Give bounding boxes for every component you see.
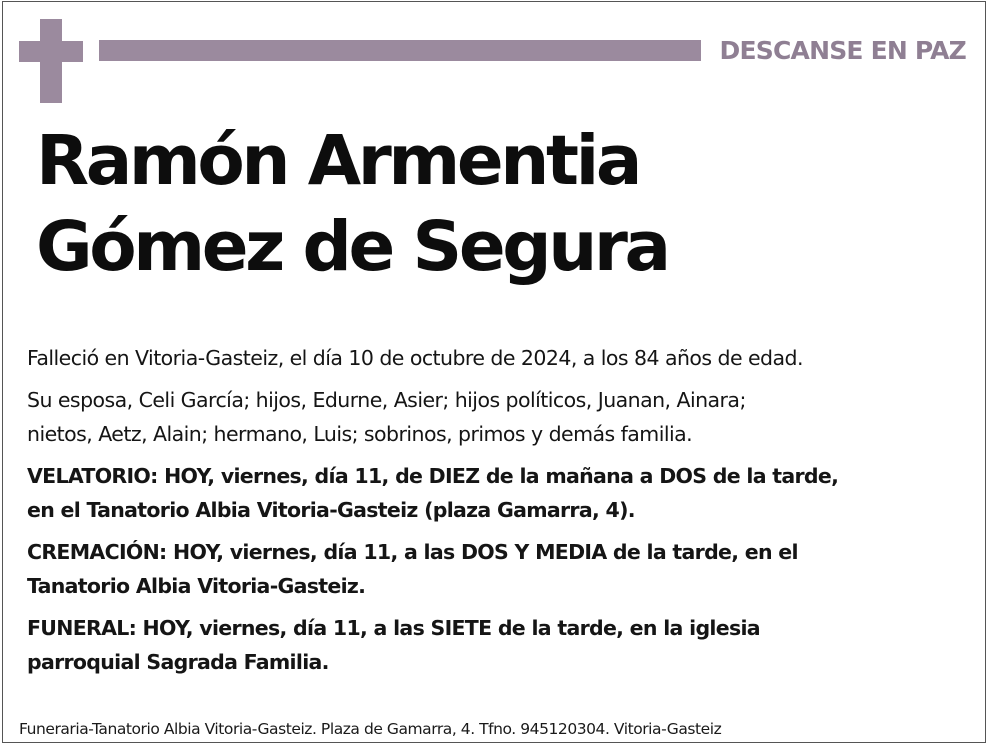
funeral-text-line-1: FUNERAL: HOY, viernes, día 11, a las SIETE de la tarde, en la iglesia (27, 616, 760, 640)
header-divider (99, 40, 701, 61)
cross-horizontal-bar (19, 41, 83, 62)
funeral-paragraph (27, 611, 967, 679)
velatorio-paragraph (27, 459, 967, 527)
funeral-text-line-2: parroquial Sagrada Familia. (27, 650, 329, 674)
velatorio-text-line-1: VELATORIO: HOY, viernes, día 11, de DIEZ de la mañana a DOS de la tarde, (27, 464, 839, 488)
cross-icon (19, 19, 83, 103)
deceased-name-line-1: Ramón Armentia (36, 121, 639, 201)
cremacion-text-line-1: CREMACIÓN: HOY, viernes, día 11, a las DOS Y MEDIA de la tarde, en el (27, 540, 798, 564)
notice-body (27, 341, 967, 687)
obituary-notice (2, 1, 986, 743)
death-paragraph (27, 341, 967, 375)
header-tag: DESCANSE EN PAZ (719, 36, 966, 65)
cremacion-text-line-2: Tanatorio Albia Vitoria-Gasteiz. (27, 574, 366, 598)
deceased-name-line-2: Gómez de Segura (36, 207, 668, 287)
death-text: Falleció en Vitoria-Gasteiz, el día 10 de octubre de 2024, a los 84 años de edad. (27, 346, 803, 370)
family-text-line-2: nietos, Aetz, Alain; hermano, Luis; sobrinos, primos y demás familia. (27, 422, 693, 446)
cremacion-paragraph (27, 535, 967, 603)
family-paragraph (27, 383, 967, 451)
velatorio-text-line-2: en el Tanatorio Albia Vitoria-Gasteiz (plaza Gamarra, 4). (27, 498, 635, 522)
family-text-line-1: Su esposa, Celi García; hijos, Edurne, Asier; hijos políticos, Juanan, Ainara; (27, 388, 746, 412)
funeral-home-footer: Funeraria-Tanatorio Albia Vitoria-Gasteiz. Plaza de Gamarra, 4. Tfno. 945120304. Vitoria-Gasteiz (19, 720, 722, 738)
deceased-name (36, 118, 668, 290)
